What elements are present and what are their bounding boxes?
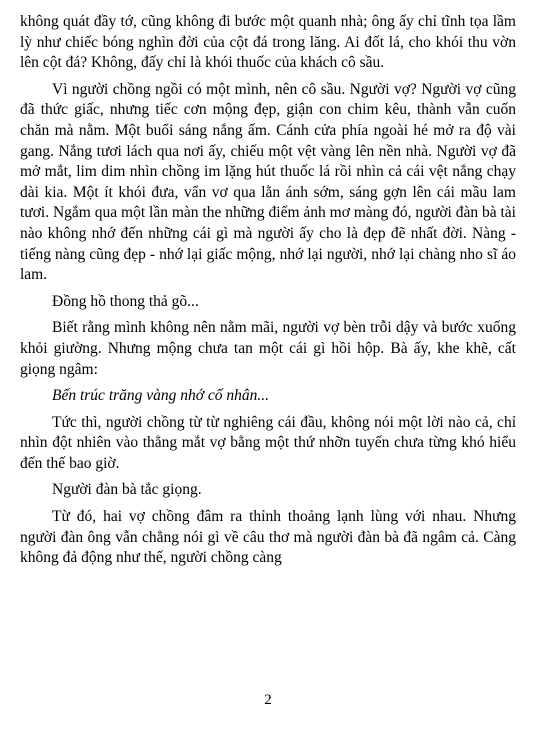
paragraph-1: không quát đầy tớ, cũng không đi bước một quanh nhà; ông ấy chỉ tĩnh tọa lầm lỳ như chiếc bóng nghìn đời của cột đá trong lăng. Ai đốt lá, cho khói thu vờn lên cột đá? Không, đấy chỉ là khói thuốc của khách cô sầu. bbox=[20, 13, 516, 72]
paragraph-6: Tức thì, người chồng từ từ nghiêng cái đầu, không nói một lời nào cả, chỉ nhìn đột nhiên vào thẳng mắt vợ bằng một thứ nhỡn tuyến chưa từng khó hiểu đến thế bao giờ. bbox=[20, 413, 516, 472]
paragraph-4: Biết rằng mình không nên nằm mãi, người vợ bèn trỗi dậy và bước xuống khỏi giường. Nhưng mộng chưa tan một cái gì hồi hộp. Bà ấy, khe khẽ, cất giọng ngâm: bbox=[20, 319, 516, 378]
paragraph-3: Đồng hồ thong thả gõ... bbox=[52, 292, 199, 310]
paragraph-7: Người đàn bà tắc giọng. bbox=[52, 481, 202, 499]
page-number: 2 bbox=[264, 692, 272, 708]
paragraph-2: Vì người chồng ngồi có một mình, nên cô sầu. Người vợ? Người vợ cũng đã thức giấc, nhưng tiếc cơn mộng đẹp, giận con chim kêu, thành vẫn cuốn chăn mà nằm. Một buổi sáng nắng ấm. Cánh cửa phía ngoài hé mở ra độ vài gang. Nắng tươi lách qua nơi ấy, chiếu một vệt vàng lên nền nhà. Người vợ đã mở mắt, lim dim nhìn chồng im lặng hút thuốc lá rồi nhìn cả cái vệt nắng chạy dài kia. Một ít khói đưa, vẩn vơ qua lằn ánh sớm, sáng gợn lên cái mầu lam tươi. Ngắm qua một lần màn the những điểm ảnh mơ màng đó, người đàn bà tài nào không nhớ đến những cái gì mà người ấy cho là đẹp đẽ nhất đời. Nàng - tiếng nàng cũng đẹp - nhớ lại giấc mộng, nhớ lại người, nhớ lại chàng nho sĩ áo lam. bbox=[20, 80, 516, 284]
paragraph-8: Từ đó, hai vợ chồng đâm ra thỉnh thoảng lạnh lùng với nhau. Nhưng người đàn ông vẫn chẳng nói gì về câu thơ mà người đàn bà đã ngâm cả. Càng không đả động như thế, người chồng càng bbox=[20, 508, 516, 567]
document-page bbox=[20, 12, 516, 575]
poem-verse: Bến trúc trăng vàng nhớ cố nhân... bbox=[52, 387, 270, 405]
